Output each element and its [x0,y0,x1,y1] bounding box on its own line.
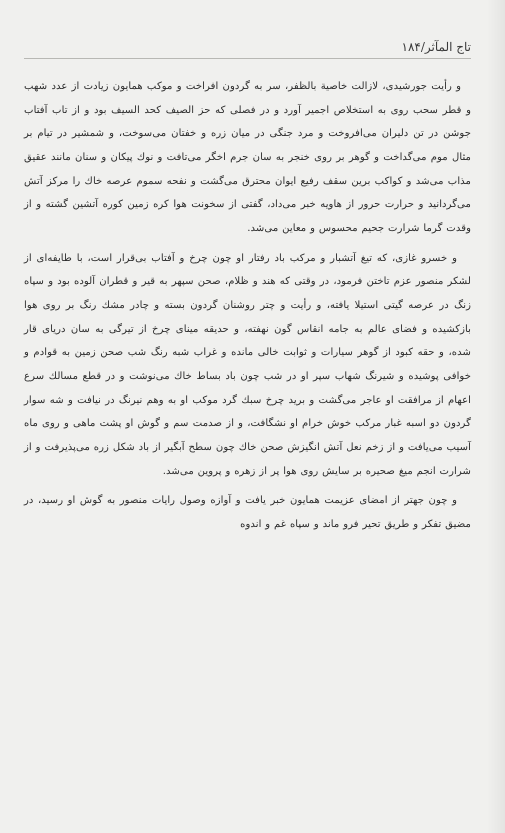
page-header-title: تاج المآثر/۱۸۴ [401,39,471,54]
paragraph-3: و چون جهتر از امضای عزيمت همايون خبر يافت و آوازه وصول رايات منصور به گوش او رسيد، در مضيق تفكر و طريق تحير فرو ماند و سپاه غم و اندوه [24,495,471,530]
running-header [24,24,471,59]
page-content [24,75,471,536]
paragraph-1: و رأيت جورشيدى، لازالت خاصية بالظفر، سر به گردون افراخت و موكب همايون زيادت از عدد شهب و قطر سحب روى به استخلاص اجمير آورد و در فصلى كه حز الصيف كحد السيف بود و از تاب آفتاب جوشن در تن دليران مى‌افروخت و مرد جنگى در ميان زره و خفتان مى‌سوخت، و شمشير در تيام بر مثال موم مى‌گداخت و گوهر بر روى خنجر به سان جرم اخگر مى‌تافت و نوك پيكان و سنان مانند عقيق مذاب مى‌شد و كواكب برين سقف رفيع ايوان محترق مى‌گشت و نفحه سموم عرصه خاك را مركز آتش مى‌گردانيد و حرارت حرور از هاويه خبر مى‌داد، گفتى از سخونت هوا كره زمين كوره آتشين گشته و از وقدت گرما شرارت جحيم محسوس و معاين مى‌شد. [24,81,471,234]
paragraph-2: و خسرو غازى، كه تيغ آتشبار و مركب باد رفتار او چون چرخ و آفتاب بى‌قرار است، با طايفه‌اى از لشكر منصور عزم تاختن فرمود، در وقتى كه هند و ظلام، صحن سپهر به قير و قطران آلوده بود و سپاه زنگ در عرصه گيتى استيلا يافته، و رأيت و چتر روشنان گردون بسته و چادر مشك رنگ بر روى هوا بازكشيده و فضاى عالم به جامه انقاس گون نهفته، و حديقه مينای چرخ از تيرگى به سان دريای قار شده، و حقه كبود از گوهر سيارات و ثوابت خالى مانده و غراب شبه رنگ شب صحن زمين به قوادم و خوافى پوشيده و شيرنگ شهاب سپر او در شب چون باد بساط خاك مى‌نوشت و در قطع مسالك سرع اعهام از مرافقت او عاجر مى‌گشت و بريد چرخ سبك گرد موكب او به وهم نيرنگ در نيافت و شه سوار گردون دو اسبه غبار مركب خوش خرام او نشگافت، و از صدمت سم و گوش او پشت ماهى و روى ماه آسيب مى‌يافت و از زخم نعل آتش انگيزش صحن خاك چون سطح آبگير از باد شكل زره مى‌پذيرفت و از شرارت انجم ميغ صحيره بر سايش روى هوا پر از زهره و پروين مى‌شد. [24,252,471,477]
